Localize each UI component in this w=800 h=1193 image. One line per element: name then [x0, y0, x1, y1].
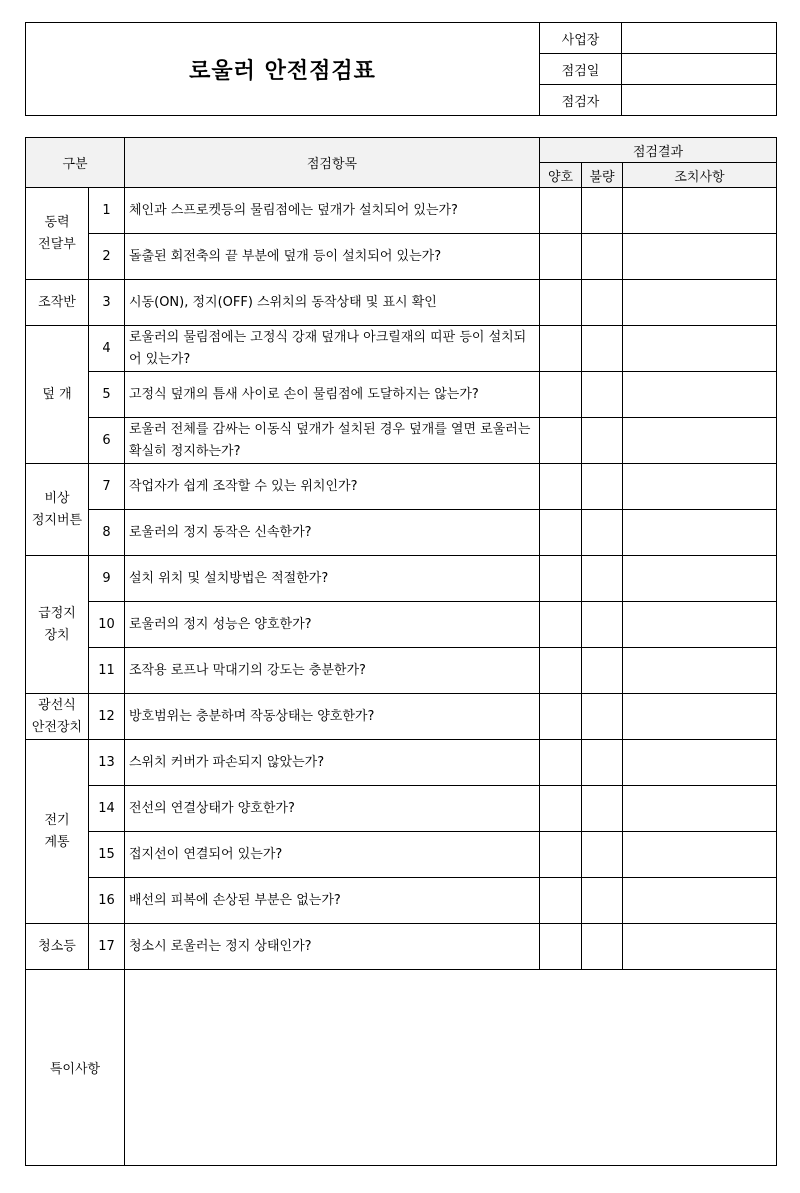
action-cell[interactable] — [623, 648, 777, 694]
action-cell[interactable] — [623, 740, 777, 786]
notes-field[interactable] — [125, 970, 777, 1166]
good-check-cell[interactable] — [540, 280, 582, 326]
bad-check-cell[interactable] — [582, 372, 623, 418]
action-cell[interactable] — [623, 372, 777, 418]
item-number: 6 — [89, 418, 125, 464]
page-title: 로울러 안전점검표 — [26, 23, 540, 116]
table-row — [26, 694, 777, 740]
action-cell[interactable] — [623, 418, 777, 464]
item-header: 점검항목 — [125, 138, 540, 188]
good-check-cell[interactable] — [540, 418, 582, 464]
good-check-cell[interactable] — [540, 786, 582, 832]
table-row — [26, 510, 777, 556]
item-number: 8 — [89, 510, 125, 556]
item-number: 7 — [89, 464, 125, 510]
notes-label: 특이사항 — [26, 970, 125, 1166]
action-cell[interactable] — [623, 326, 777, 372]
table-row — [26, 832, 777, 878]
header-table — [25, 22, 777, 116]
item-text: 설치 위치 및 설치방법은 적절한가? — [125, 556, 540, 602]
item-number: 1 — [89, 188, 125, 234]
item-text: 돌출된 회전축의 끝 부분에 덮개 등이 설치되어 있는가? — [125, 234, 540, 280]
bad-check-cell[interactable] — [582, 188, 623, 234]
bad-check-cell[interactable] — [582, 694, 623, 740]
item-text: 배선의 피복에 손상된 부분은 없는가? — [125, 878, 540, 924]
table-row — [26, 234, 777, 280]
bad-check-cell[interactable] — [582, 832, 623, 878]
good-check-cell[interactable] — [540, 372, 582, 418]
inspector-label: 점검자 — [540, 85, 622, 116]
bad-check-cell[interactable] — [582, 510, 623, 556]
item-text: 고정식 덮개의 틈새 사이로 손이 물림점에 도달하지는 않는가? — [125, 372, 540, 418]
action-cell[interactable] — [623, 510, 777, 556]
action-cell[interactable] — [623, 832, 777, 878]
table-row — [26, 924, 777, 970]
item-number: 4 — [89, 326, 125, 372]
item-number: 12 — [89, 694, 125, 740]
good-check-cell[interactable] — [540, 878, 582, 924]
item-number: 14 — [89, 786, 125, 832]
table-row — [26, 740, 777, 786]
action-cell[interactable] — [623, 188, 777, 234]
good-check-cell[interactable] — [540, 648, 582, 694]
table-row — [26, 464, 777, 510]
bad-check-cell[interactable] — [582, 786, 623, 832]
item-number: 10 — [89, 602, 125, 648]
category-header: 구분 — [26, 138, 125, 188]
good-check-cell[interactable] — [540, 326, 582, 372]
bad-check-cell[interactable] — [582, 464, 623, 510]
table-row — [26, 648, 777, 694]
category-cell: 덮 개 — [26, 326, 89, 464]
category-cell: 조작반 — [26, 280, 89, 326]
bad-check-cell[interactable] — [582, 556, 623, 602]
item-number: 17 — [89, 924, 125, 970]
table-row — [26, 280, 777, 326]
good-check-cell[interactable] — [540, 188, 582, 234]
good-check-cell[interactable] — [540, 694, 582, 740]
good-check-cell[interactable] — [540, 510, 582, 556]
bad-check-cell[interactable] — [582, 234, 623, 280]
item-text: 전선의 연결상태가 양호한가? — [125, 786, 540, 832]
item-text: 로울러 전체를 감싸는 이동식 덮개가 설치된 경우 덮개를 열면 로울러는 확실히 정지하는가? — [125, 418, 540, 464]
category-cell: 동력 전달부 — [26, 188, 89, 280]
table-row — [26, 878, 777, 924]
bad-header: 불량 — [582, 163, 623, 188]
item-text: 방호범위는 충분하며 작동상태는 양호한가? — [125, 694, 540, 740]
good-check-cell[interactable] — [540, 234, 582, 280]
workplace-field[interactable] — [622, 23, 777, 54]
table-row — [26, 188, 777, 234]
item-number: 9 — [89, 556, 125, 602]
good-check-cell[interactable] — [540, 556, 582, 602]
bad-check-cell[interactable] — [582, 878, 623, 924]
action-cell[interactable] — [623, 234, 777, 280]
inspection-date-field[interactable] — [622, 54, 777, 85]
item-text: 로울러의 정지 성능은 양호한가? — [125, 602, 540, 648]
action-cell[interactable] — [623, 464, 777, 510]
bad-check-cell[interactable] — [582, 648, 623, 694]
table-row — [26, 602, 777, 648]
category-cell: 급정지 장치 — [26, 556, 89, 694]
item-text: 접지선이 연결되어 있는가? — [125, 832, 540, 878]
category-cell: 전기 계통 — [26, 740, 89, 924]
item-number: 16 — [89, 878, 125, 924]
bad-check-cell[interactable] — [582, 418, 623, 464]
action-cell[interactable] — [623, 602, 777, 648]
action-cell[interactable] — [623, 924, 777, 970]
good-header: 양호 — [540, 163, 582, 188]
item-number: 2 — [89, 234, 125, 280]
bad-check-cell[interactable] — [582, 280, 623, 326]
good-check-cell[interactable] — [540, 602, 582, 648]
bad-check-cell[interactable] — [582, 602, 623, 648]
inspection-date-label: 점검일 — [540, 54, 622, 85]
item-number: 11 — [89, 648, 125, 694]
item-text: 청소시 로울러는 정지 상태인가? — [125, 924, 540, 970]
action-cell[interactable] — [623, 280, 777, 326]
item-text: 시동(ON), 정지(OFF) 스위치의 동작상태 및 표시 확인 — [125, 280, 540, 326]
good-check-cell[interactable] — [540, 740, 582, 786]
category-cell: 비상 정지버튼 — [26, 464, 89, 556]
checklist-table — [25, 137, 777, 1166]
bad-check-cell[interactable] — [582, 924, 623, 970]
action-cell[interactable] — [623, 556, 777, 602]
category-cell: 청소등 — [26, 924, 89, 970]
good-check-cell[interactable] — [540, 464, 582, 510]
inspector-field[interactable] — [622, 85, 777, 116]
bad-check-cell[interactable] — [582, 326, 623, 372]
action-cell[interactable] — [623, 878, 777, 924]
item-text: 스위치 커버가 파손되지 않았는가? — [125, 740, 540, 786]
table-row — [26, 786, 777, 832]
workplace-label: 사업장 — [540, 23, 622, 54]
good-check-cell[interactable] — [540, 924, 582, 970]
item-text: 작업자가 쉽게 조작할 수 있는 위치인가? — [125, 464, 540, 510]
item-number: 3 — [89, 280, 125, 326]
bad-check-cell[interactable] — [582, 740, 623, 786]
good-check-cell[interactable] — [540, 832, 582, 878]
action-cell[interactable] — [623, 694, 777, 740]
table-row — [26, 326, 777, 372]
item-text: 조작용 로프나 막대기의 강도는 충분한가? — [125, 648, 540, 694]
item-number: 13 — [89, 740, 125, 786]
action-cell[interactable] — [623, 786, 777, 832]
action-header: 조치사항 — [623, 163, 777, 188]
item-number: 5 — [89, 372, 125, 418]
table-row — [26, 418, 777, 464]
item-number: 15 — [89, 832, 125, 878]
category-cell: 광선식 안전장치 — [26, 694, 89, 740]
result-header: 점검결과 — [540, 138, 777, 163]
item-text: 로울러의 정지 동작은 신속한가? — [125, 510, 540, 556]
item-text: 로울러의 물림점에는 고정식 강재 덮개나 아크릴재의 띠판 등이 설치되어 있는가? — [125, 326, 540, 372]
table-row — [26, 372, 777, 418]
item-text: 체인과 스프로켓등의 물림점에는 덮개가 설치되어 있는가? — [125, 188, 540, 234]
table-row — [26, 556, 777, 602]
